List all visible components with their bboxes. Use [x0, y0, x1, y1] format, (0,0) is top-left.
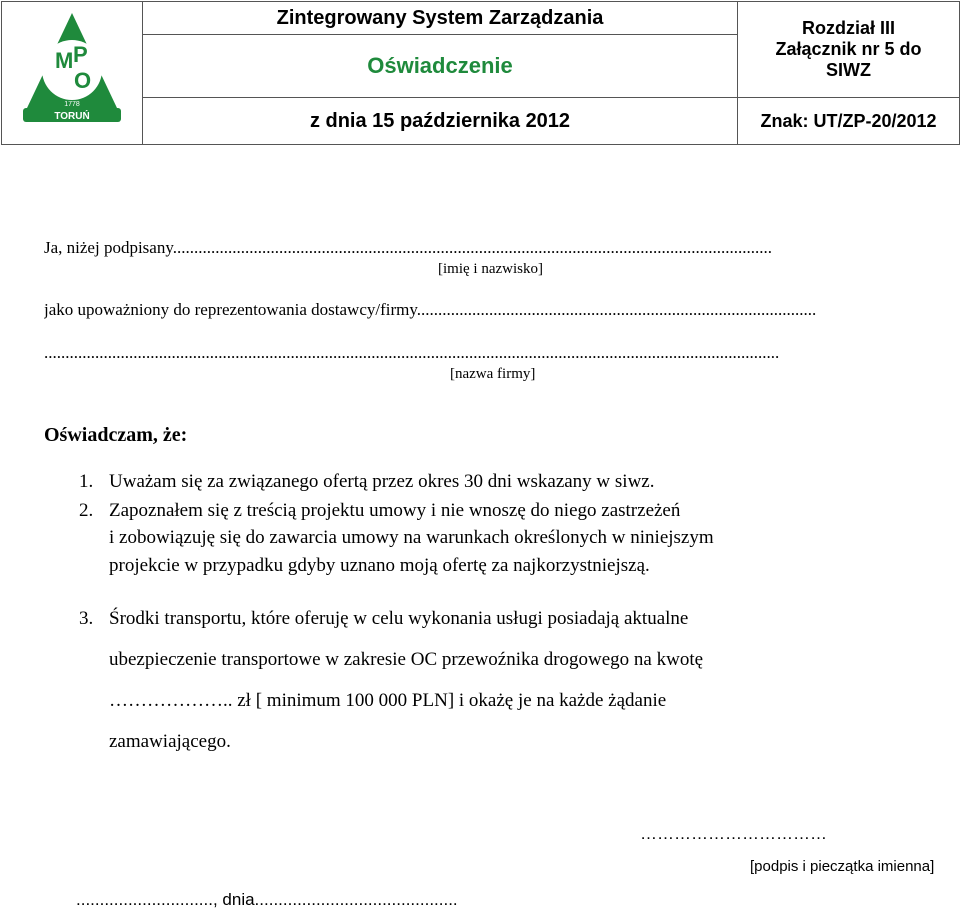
document-header — [1, 1, 960, 145]
item-text: ……………….. zł [ minimum 100 000 PLN] i okażę je na każde żądanie — [109, 690, 667, 711]
item-text: Zapoznałem się z treścią projektu umowy i nie wnoszę do niego zastrzeżeń — [109, 500, 681, 521]
svg-text:M: M — [55, 47, 74, 73]
reference-number: Znak: UT/ZP-20/2012 — [738, 98, 960, 145]
annex-label-2: SIWZ — [826, 60, 871, 80]
item-text: ubezpieczenie transportowe w zakresie OC przewoźnika drogowego na kwotę — [109, 649, 704, 670]
mpo-logo-icon — [17, 10, 127, 132]
svg-text:1778: 1778 — [64, 100, 80, 108]
item-text: i zobowiązuję się do zawarcia umowy na warunkach określonych w niniejszym — [109, 527, 714, 548]
document-date: z dnia 15 października 2012 — [143, 98, 738, 145]
name-caption: [imię i nazwisko] — [438, 261, 543, 277]
item-text: zamawiającego. — [109, 731, 231, 752]
item-number: 3. — [79, 608, 94, 629]
item-text: Uważam się za związanego ofertą przez okres 30 dni wskazany w siwz. — [109, 471, 655, 492]
section-label: Rozdział III — [801, 18, 895, 38]
svg-text:TORUŃ: TORUŃ — [54, 110, 90, 122]
signatory-line: Ja, niżej podpisany............................................................................................................................................. — [44, 238, 772, 257]
document-type: Oświadczenie — [143, 35, 738, 98]
item-text: projekcie w przypadku gdyby uznano moją ofertę za najkorzystniejszą. — [109, 555, 650, 576]
annex-label: Załącznik nr 5 do — [775, 39, 922, 59]
item-text: Środki transportu, które oferuję w celu wykonania usługi posiadają aktualne — [109, 608, 689, 629]
place-date-line: ............................., dnia........................................... — [76, 890, 458, 909]
svg-text:P: P — [73, 41, 88, 67]
svg-text:O: O — [74, 67, 92, 93]
section-info — [738, 2, 960, 98]
company-line: ............................................................................................................................................................................. — [44, 343, 780, 362]
declaration-heading: Oświadczam, że: — [44, 424, 188, 446]
signature-caption: [podpis i pieczątka imienna] — [750, 858, 935, 875]
item-number: 1. — [79, 471, 94, 492]
representative-line: jako upoważniony do reprezentowania dostawcy/firmy.............................................................................................. — [44, 300, 817, 319]
item-number: 2. — [79, 500, 94, 521]
logo-cell — [2, 2, 143, 145]
signature-line: …………………………… — [640, 824, 827, 843]
system-title: Zintegrowany System Zarządzania — [143, 2, 738, 35]
company-caption: [nazwa firmy] — [450, 366, 536, 382]
